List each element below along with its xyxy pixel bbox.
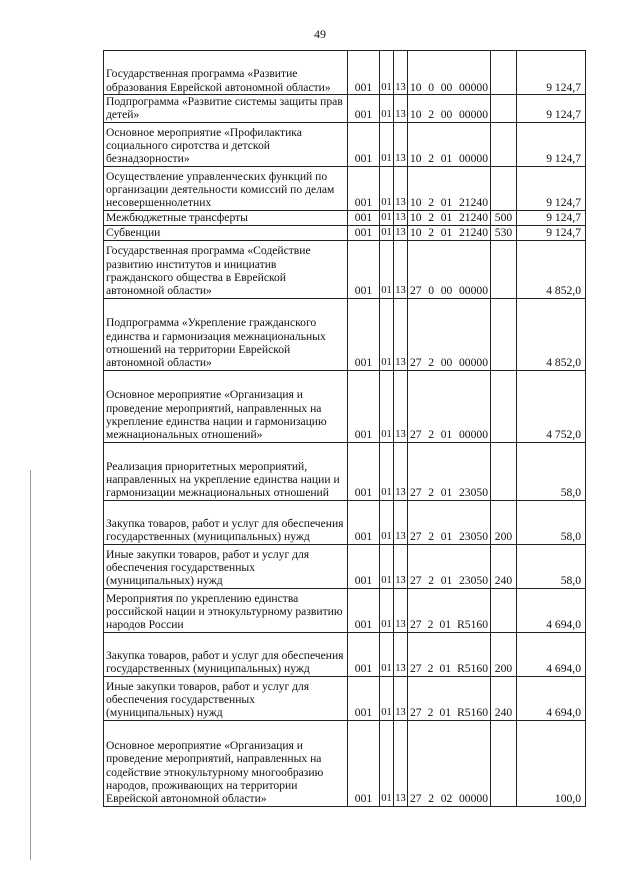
row-expense-type-cell: 500 — [491, 210, 517, 225]
row-name-cell: Подпрограмма «Развитие системы защиты прав детей» — [104, 95, 348, 123]
row-section-cell: 01 — [380, 166, 394, 210]
row-target-article-cell — [408, 442, 491, 500]
row-grbs-cell: 001 — [348, 370, 380, 442]
target-article-part: 0 — [428, 80, 435, 94]
target-article-part: 21240 — [459, 211, 488, 225]
row-target-article-cell — [408, 51, 491, 95]
row-subsection-cell: 13 — [394, 370, 408, 442]
target-article-code — [410, 618, 488, 631]
row-section-cell: 01 — [380, 225, 394, 240]
table-row — [104, 676, 586, 720]
row-expense-type-cell — [491, 95, 517, 123]
target-article-part: 2 — [428, 574, 435, 588]
target-article-part: 01 — [439, 618, 452, 632]
target-article-code — [410, 530, 488, 543]
row-amount-cell: 4 694,0 — [517, 676, 586, 720]
row-section-cell: 01 — [380, 298, 394, 370]
row-name-cell: Иные закупки товаров, работ и услуг для обеспечения государственных (муниципальных) нужд — [104, 544, 348, 588]
row-subsection-cell: 13 — [394, 298, 408, 370]
margin-line — [30, 470, 31, 860]
row-amount-cell: 4 694,0 — [517, 632, 586, 676]
table-row — [104, 51, 586, 95]
row-grbs-cell: 001 — [348, 225, 380, 240]
row-grbs-cell: 001 — [348, 544, 380, 588]
row-expense-type-cell — [491, 298, 517, 370]
row-target-article-cell — [408, 95, 491, 123]
target-article-part: 00000 — [459, 284, 488, 298]
row-name-cell: Основное мероприятие «Организация и проведение мероприятий, направленных на содействие этнокультурному многообразию народов, проживающих на территории Еврейской автономной области» — [104, 720, 348, 806]
target-article-part: 00000 — [459, 356, 488, 370]
table-row — [104, 240, 586, 298]
target-article-part: 27 — [410, 706, 422, 720]
row-name-cell: Основное мероприятие «Организация и проведение мероприятий, направленных на укрепление единства нации и гармонизацию межнациональных отношений» — [104, 370, 348, 442]
table-row — [104, 588, 586, 632]
row-section-cell: 01 — [380, 720, 394, 806]
row-subsection-cell: 13 — [394, 240, 408, 298]
row-name-cell: Основное мероприятие «Профилактика социального сиротства и детской безнадзорности» — [104, 122, 348, 166]
target-article-code — [410, 662, 488, 675]
table-row — [104, 166, 586, 210]
target-article-part: 27 — [410, 356, 422, 370]
target-article-part: 00000 — [459, 792, 488, 806]
row-target-article-cell — [408, 370, 491, 442]
row-subsection-cell: 13 — [394, 500, 408, 544]
row-amount-cell: 9 124,7 — [517, 51, 586, 95]
target-article-part: R5160 — [457, 618, 488, 632]
target-article-part: 01 — [440, 196, 453, 210]
row-section-cell: 01 — [380, 240, 394, 298]
row-expense-type-cell — [491, 240, 517, 298]
row-amount-cell: 4 694,0 — [517, 588, 586, 632]
row-amount-cell: 4 752,0 — [517, 370, 586, 442]
row-amount-cell: 9 124,7 — [517, 95, 586, 123]
row-name-cell: Государственная программа «Развитие образования Еврейской автономной области» — [104, 51, 348, 95]
target-article-part: 10 — [410, 196, 422, 210]
target-article-code — [410, 428, 488, 441]
row-amount-cell: 4 852,0 — [517, 240, 586, 298]
target-article-part: 2 — [428, 196, 435, 210]
row-target-article-cell — [408, 210, 491, 225]
row-expense-type-cell: 240 — [491, 544, 517, 588]
row-grbs-cell: 001 — [348, 500, 380, 544]
row-name-cell: Иные закупки товаров, работ и услуг для обеспечения государственных (муниципальных) нужд — [104, 676, 348, 720]
row-subsection-cell: 13 — [394, 544, 408, 588]
table-row — [104, 298, 586, 370]
row-name-cell: Закупка товаров, работ и услуг для обеспечения государственных (муниципальных) нужд — [104, 500, 348, 544]
target-article-part: 21240 — [459, 196, 488, 210]
target-article-code — [410, 226, 488, 239]
target-article-part: 01 — [440, 574, 453, 588]
target-article-part: 00 — [440, 108, 453, 122]
row-target-article-cell — [408, 588, 491, 632]
row-section-cell: 01 — [380, 51, 394, 95]
table-row — [104, 370, 586, 442]
row-subsection-cell: 13 — [394, 442, 408, 500]
target-article-part: 2 — [427, 662, 434, 676]
row-grbs-cell: 001 — [348, 442, 380, 500]
target-article-part: 01 — [440, 486, 453, 500]
row-target-article-cell — [408, 298, 491, 370]
target-article-code — [410, 196, 488, 209]
target-article-code — [410, 284, 488, 297]
target-article-part: R5160 — [457, 662, 488, 676]
target-article-part: 2 — [427, 706, 434, 720]
row-expense-type-cell: 200 — [491, 500, 517, 544]
row-section-cell: 01 — [380, 500, 394, 544]
row-target-article-cell — [408, 122, 491, 166]
target-article-part: 01 — [440, 428, 453, 442]
target-article-part: R5160 — [457, 706, 488, 720]
target-article-part: 01 — [440, 152, 453, 166]
row-subsection-cell: 13 — [394, 632, 408, 676]
target-article-part: 00000 — [459, 80, 488, 94]
target-article-code — [410, 356, 488, 369]
row-grbs-cell: 001 — [348, 240, 380, 298]
target-article-code — [410, 152, 488, 165]
table-row — [104, 95, 586, 123]
target-article-part: 01 — [440, 211, 453, 225]
target-article-part: 00 — [440, 80, 453, 94]
row-target-article-cell — [408, 676, 491, 720]
table-row — [104, 225, 586, 240]
target-article-part: 2 — [428, 152, 435, 166]
row-target-article-cell — [408, 632, 491, 676]
target-article-part: 2 — [428, 226, 435, 240]
row-target-article-cell — [408, 225, 491, 240]
row-grbs-cell: 001 — [348, 95, 380, 123]
row-section-cell: 01 — [380, 588, 394, 632]
target-article-part: 27 — [410, 486, 422, 500]
target-article-part: 2 — [428, 792, 435, 806]
row-target-article-cell — [408, 240, 491, 298]
row-amount-cell: 9 124,7 — [517, 122, 586, 166]
target-article-part: 00 — [440, 284, 453, 298]
row-expense-type-cell — [491, 370, 517, 442]
target-article-part: 27 — [410, 284, 422, 298]
target-article-code — [410, 574, 488, 587]
target-article-part: 01 — [440, 530, 453, 544]
row-expense-type-cell — [491, 720, 517, 806]
row-amount-cell: 9 124,7 — [517, 225, 586, 240]
target-article-part: 00 — [440, 356, 453, 370]
row-amount-cell: 4 852,0 — [517, 298, 586, 370]
target-article-part: 23050 — [459, 574, 488, 588]
row-amount-cell: 9 124,7 — [517, 210, 586, 225]
row-subsection-cell: 13 — [394, 51, 408, 95]
row-grbs-cell: 001 — [348, 588, 380, 632]
target-article-code — [410, 81, 488, 94]
target-article-part: 27 — [410, 662, 422, 676]
target-article-part: 0 — [428, 284, 435, 298]
row-expense-type-cell — [491, 166, 517, 210]
target-article-part: 2 — [428, 211, 435, 225]
table-row — [104, 442, 586, 500]
target-article-part: 2 — [427, 618, 434, 632]
target-article-part: 10 — [410, 211, 422, 225]
row-subsection-cell: 13 — [394, 225, 408, 240]
target-article-part: 01 — [439, 662, 452, 676]
table-row — [104, 544, 586, 588]
row-section-cell: 01 — [380, 442, 394, 500]
row-grbs-cell: 001 — [348, 166, 380, 210]
row-subsection-cell: 13 — [394, 210, 408, 225]
row-amount-cell: 58,0 — [517, 442, 586, 500]
target-article-part: 27 — [410, 428, 422, 442]
target-article-part: 27 — [410, 574, 422, 588]
target-article-part: 00000 — [459, 152, 488, 166]
target-article-code — [410, 486, 488, 499]
row-subsection-cell: 13 — [394, 588, 408, 632]
row-name-cell: Государственная программа «Содействие развитию институтов и инициатив гражданского общества в Еврейской автономной области» — [104, 240, 348, 298]
row-section-cell: 01 — [380, 210, 394, 225]
row-expense-type-cell — [491, 122, 517, 166]
target-article-part: 2 — [428, 486, 435, 500]
row-expense-type-cell — [491, 51, 517, 95]
row-name-cell: Реализация приоритетных мероприятий, направленных на укрепление единства нации и гармонизации межнациональных отношений — [104, 442, 348, 500]
target-article-part: 21240 — [459, 226, 488, 240]
row-subsection-cell: 13 — [394, 676, 408, 720]
target-article-part: 2 — [428, 108, 435, 122]
row-name-cell: Мероприятия по укреплению единства российской нации и этнокультурному развитию народов России — [104, 588, 348, 632]
target-article-part: 10 — [410, 108, 422, 122]
table-row — [104, 122, 586, 166]
table-row — [104, 720, 586, 806]
row-target-article-cell — [408, 720, 491, 806]
row-expense-type-cell — [491, 588, 517, 632]
row-subsection-cell: 13 — [394, 720, 408, 806]
target-article-part: 27 — [410, 530, 422, 544]
target-article-part: 00000 — [459, 428, 488, 442]
row-expense-type-cell: 240 — [491, 676, 517, 720]
row-target-article-cell — [408, 544, 491, 588]
target-article-part: 10 — [410, 226, 422, 240]
row-section-cell: 01 — [380, 122, 394, 166]
target-article-part: 02 — [440, 792, 453, 806]
row-amount-cell: 100,0 — [517, 720, 586, 806]
target-article-part: 2 — [428, 428, 435, 442]
table-row — [104, 210, 586, 225]
target-article-part: 23050 — [459, 530, 488, 544]
row-amount-cell: 58,0 — [517, 544, 586, 588]
row-section-cell: 01 — [380, 95, 394, 123]
row-grbs-cell: 001 — [348, 210, 380, 225]
row-section-cell: 01 — [380, 370, 394, 442]
page-number: 49 — [314, 27, 326, 41]
row-grbs-cell: 001 — [348, 122, 380, 166]
target-article-part: 2 — [428, 356, 435, 370]
row-subsection-cell: 13 — [394, 95, 408, 123]
row-section-cell: 01 — [380, 544, 394, 588]
target-article-part: 01 — [439, 706, 452, 720]
row-target-article-cell — [408, 500, 491, 544]
row-grbs-cell: 001 — [348, 51, 380, 95]
target-article-part: 27 — [410, 618, 422, 632]
target-article-part: 23050 — [459, 486, 488, 500]
row-name-cell: Закупка товаров, работ и услуг для обеспечения государственных (муниципальных) нужд — [104, 632, 348, 676]
row-section-cell: 01 — [380, 632, 394, 676]
row-grbs-cell: 001 — [348, 298, 380, 370]
row-name-cell: Подпрограмма «Укрепление гражданского единства и гармонизация межнациональных отношений на территории Еврейской автономной области» — [104, 298, 348, 370]
table-row — [104, 500, 586, 544]
row-section-cell: 01 — [380, 676, 394, 720]
row-amount-cell: 58,0 — [517, 500, 586, 544]
row-amount-cell: 9 124,7 — [517, 166, 586, 210]
target-article-part: 10 — [410, 80, 422, 94]
table-row — [104, 632, 586, 676]
target-article-code — [410, 792, 488, 805]
row-expense-type-cell — [491, 442, 517, 500]
budget-table-body — [104, 51, 586, 807]
target-article-part: 00000 — [459, 108, 488, 122]
row-subsection-cell: 13 — [394, 166, 408, 210]
row-name-cell: Субвенции — [104, 225, 348, 240]
row-subsection-cell: 13 — [394, 122, 408, 166]
target-article-code — [410, 706, 488, 719]
target-article-code — [410, 108, 488, 121]
row-expense-type-cell: 530 — [491, 225, 517, 240]
row-name-cell: Межбюджетные трансферты — [104, 210, 348, 225]
budget-table — [103, 50, 586, 807]
row-target-article-cell — [408, 166, 491, 210]
row-grbs-cell: 001 — [348, 632, 380, 676]
target-article-part: 01 — [440, 226, 453, 240]
row-name-cell: Осуществление управленческих функций по организации деятельности комиссий по делам несовершеннолетних — [104, 166, 348, 210]
row-grbs-cell: 001 — [348, 720, 380, 806]
target-article-part: 10 — [410, 152, 422, 166]
row-grbs-cell: 001 — [348, 676, 380, 720]
target-article-code — [410, 211, 488, 224]
target-article-part: 27 — [410, 792, 422, 806]
target-article-part: 2 — [428, 530, 435, 544]
row-expense-type-cell: 200 — [491, 632, 517, 676]
